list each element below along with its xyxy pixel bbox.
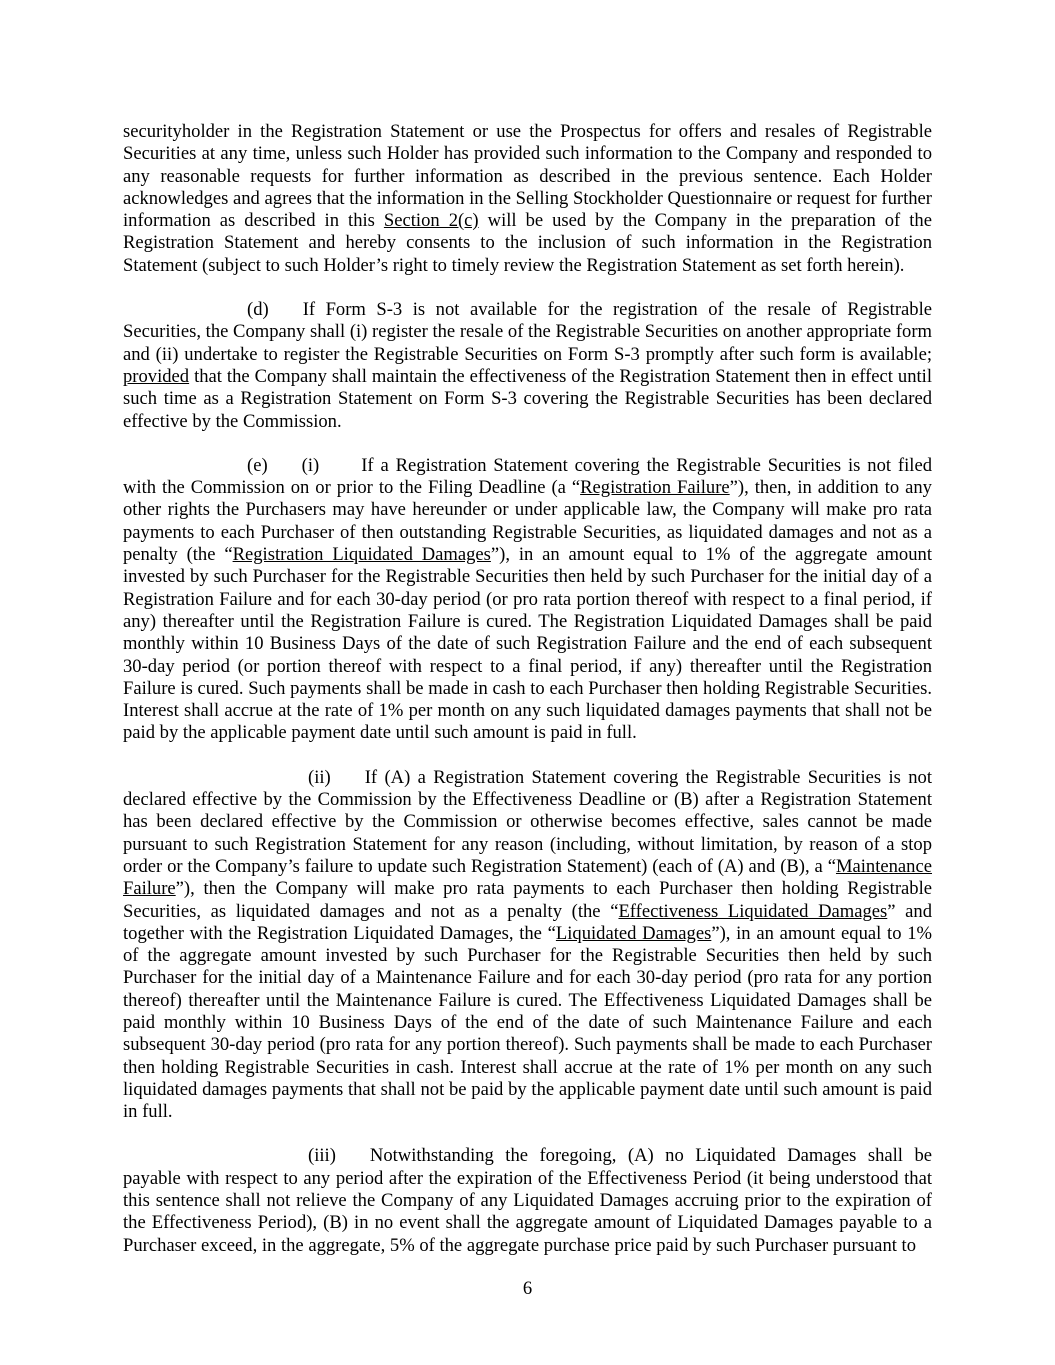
paragraph-label: (e) — [247, 454, 268, 476]
defined-term: provided — [123, 365, 190, 387]
paragraph-sublabel: (i) — [301, 454, 320, 476]
paragraph-d — [123, 299, 932, 433]
section-reference: Section 2(c) — [383, 210, 479, 232]
defined-term: Maintenance Failure — [123, 855, 932, 900]
paragraph-continuation — [123, 121, 932, 277]
paragraph-label: (iii) — [308, 1145, 336, 1167]
body-text: Notwithstanding the foregoing, (A) no Liquidated Damages shall be payable with respect to any period after the expiration of the Effectiveness Period (it being understood that this sentence shall not relieve the Company of any Liquidated Damages accruing prior to the expiration of the Effectiveness Period), (B) in no event shall the aggregate amount of Liquidated Damages payable to a Purchaser exceed, in the aggregate, 5% of the aggregate purchase price paid by such Purchaser pursuant to — [123, 1145, 932, 1256]
body-text: If a Registration Statement covering the Registrable Securities is not filed with the Commission on or prior to the Filing Deadline (a “ — [123, 454, 932, 499]
defined-term: Liquidated Damages — [555, 922, 712, 944]
defined-term: Registration Liquidated Damages — [232, 544, 491, 566]
page-number: 6 — [522, 1278, 533, 1299]
body-text: ”), then the Company will make pro rata payments to each Purchaser then holding Registrable Securities, as liquidated damages and not as a penalty (the “ — [123, 878, 932, 922]
body-text: ”), in an amount equal to 1% of the aggregate amount invested by such Purchaser for the Registrable Securities then held by such Purchaser for the initial day of a Registration Failure and for each 30-day period (or pro rata portion thereof with respect to a final period, if any) thereafter until the Registration Failure is cured. The Registration Liquidated Damages shall be paid monthly within 10 Business Days of the date of such Registration Failure and the end of each subsequent 30-day period (or portion thereof with respect to a final period, if any) thereafter until the Registration Failure is cured. Such payments shall be made in cash to each Purchaser then holding Registrable Securities. Interest shall accrue at the rate of 1% per month on any such liquidated damages payments that shall not be paid by the applicable payment date until such amount is paid in full. — [123, 544, 932, 744]
body-text: ”), in an amount equal to 1% of the aggregate amount invested by such Purchaser for the Registrable Securities then held by such Purchaser for the initial day of a Maintenance Failure and for each 30-day period (pro rata for any portion thereof) thereafter until the Maintenance Failure is cured. The Effectiveness Liquidated Damages shall be paid monthly within 10 Business Days of the end of the date of such Maintenance Failure and each subsequent 30-day period (pro rata for any portion thereof). Such payments shall be made to each Purchaser then holding Registrable Securities in cash. Interest shall accrue at the rate of 1% per month on any such liquidated damages payments that shall not be paid by the applicable payment date until such amount is paid in full. — [123, 922, 932, 1123]
body-text: If (A) a Registration Statement covering the Registrable Securities is not declared effective by the Commission by the Effectiveness Deadline or (B) after a Registration Statement has been declared effective by the Commission or otherwise becomes effective, sales cannot be made pursuant to such Registration Statement for any reason (including, without limitation, by reason of a stop order or the Company’s failure to update such Registration Statement) (each of (A) and (B), a “ — [123, 766, 932, 877]
defined-term: Registration Failure — [580, 477, 730, 499]
defined-term: Effectiveness Liquidated Damages — [618, 900, 888, 922]
paragraph-label: (d) — [247, 299, 269, 321]
paragraph-label: (ii) — [308, 766, 331, 788]
body-text: securityholder in the Registration Statement or use the Prospectus for offers and resales of Registrable Securities at any time, unless such Holder has provided such information to the Company and responded to any reasonable requests for further information as described in the previous sentence. Each Holder acknowledges and agrees that the information in the Selling Stockholder Questionnaire or request for further information as described in this — [123, 121, 932, 232]
body-text: that the Company shall maintain the effectiveness of the Registration Statement then in effect until such time as a Registration Statement on Form S-3 covering the Registrable Securities has been declared effective by the Commission. — [123, 365, 932, 432]
body-text: If Form S-3 is not available for the registration of the resale of Registrable Securities, the Company shall (i) register the resale of the Registrable Securities on another appropriate form and (ii) undertake to register the Registrable Securities on Form S-3 promptly after such form is available; — [123, 299, 932, 365]
body-text: ”), then, in addition to any other rights the Purchasers may have hereunder or under applicable law, the Company will make pro rata payments to each Purchaser of then outstanding Registrable Securities, as liquidated damages and not as a penalty (the “ — [123, 477, 932, 566]
body-text: ” and together with the Registration Liquidated Damages, the “ — [123, 900, 933, 944]
paragraph-iii — [123, 1145, 932, 1256]
paragraph-e-i — [123, 455, 932, 745]
body-text: will be used by the Company in the preparation of the Registration Statement and hereby consents to the inclusion of such information in the Registration Statement (subject to such Holder’s right to timely review the Registration Statement as set forth herein). — [123, 210, 932, 276]
paragraph-ii — [123, 767, 932, 1124]
